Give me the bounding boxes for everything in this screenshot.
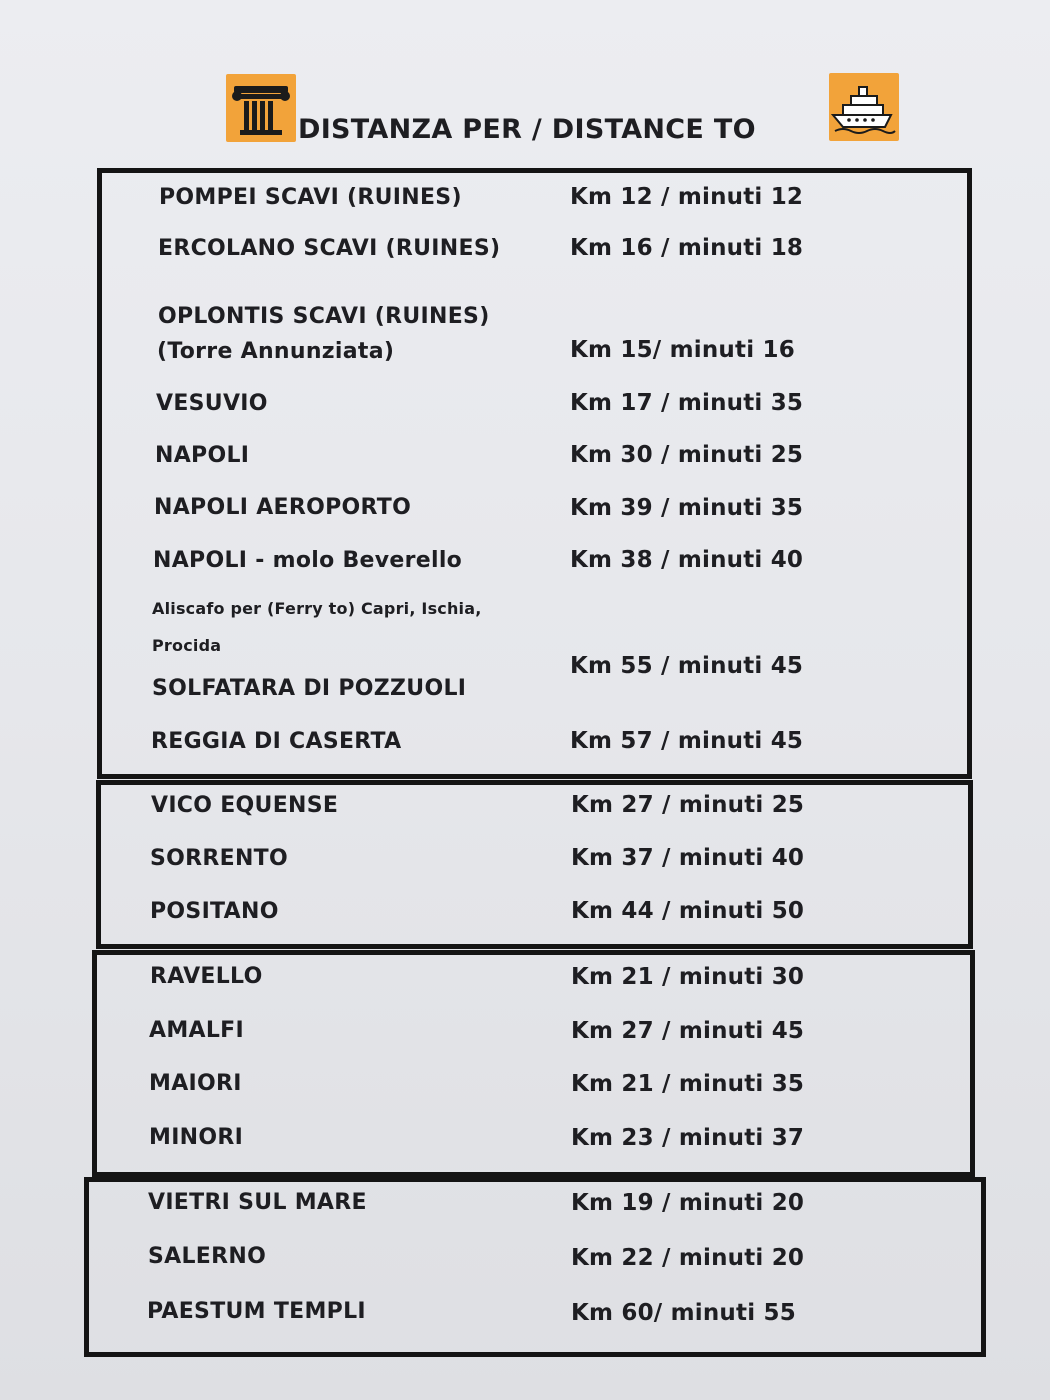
distance-value: Km 22 / minuti 20 xyxy=(571,1245,805,1271)
distance-value: Km 30 / minuti 25 xyxy=(570,442,804,468)
destination-label: VICO EQUENSE xyxy=(151,793,339,818)
destination-label: POMPEI SCAVI (RUINES) xyxy=(159,185,462,210)
destination-label: NAPOLI AEROPORTO xyxy=(154,495,412,520)
column-icon xyxy=(226,74,296,142)
destination-label: NAPOLI - molo Beverello xyxy=(153,548,463,573)
destination-label: POSITANO xyxy=(150,899,279,924)
distance-value: Km 39 / minuti 35 xyxy=(570,495,804,521)
distance-value: Km 21 / minuti 30 xyxy=(571,964,805,990)
destination-sublabel: (Torre Annunziata) xyxy=(157,339,395,364)
destination-label: RAVELLO xyxy=(150,964,263,989)
destination-label: OPLONTIS SCAVI (RUINES) xyxy=(158,304,490,329)
distance-value: Km 55 / minuti 45 xyxy=(570,653,804,679)
destination-label: PAESTUM TEMPLI xyxy=(147,1299,366,1324)
ferry-note-line2: Procida xyxy=(152,636,222,655)
destination-label: VESUVIO xyxy=(156,391,268,416)
destination-label: REGGIA DI CASERTA xyxy=(151,729,402,754)
destination-label: MINORI xyxy=(149,1125,244,1150)
destination-label: ERCOLANO SCAVI (RUINES) xyxy=(158,236,501,261)
distance-value: Km 37 / minuti 40 xyxy=(571,845,805,871)
destination-label: SORRENTO xyxy=(150,846,288,871)
distance-value: Km 19 / minuti 20 xyxy=(571,1190,805,1216)
header xyxy=(0,0,1050,160)
destination-label: MAIORI xyxy=(149,1071,242,1096)
ferry-icon xyxy=(829,73,899,141)
distance-value: Km 16 / minuti 18 xyxy=(570,235,804,261)
distance-value: Km 38 / minuti 40 xyxy=(570,547,804,573)
ferry-note: Aliscafo per (Ferry to) Capri, Ischia, xyxy=(152,599,482,618)
destination-label: NAPOLI xyxy=(155,443,250,468)
destination-label: AMALFI xyxy=(149,1018,244,1043)
page-title: DISTANZA PER / DISTANCE TO xyxy=(298,114,756,145)
distance-value: Km 60/ minuti 55 xyxy=(571,1300,796,1326)
distance-value: Km 21 / minuti 35 xyxy=(571,1071,805,1097)
distance-value: Km 17 / minuti 35 xyxy=(570,390,804,416)
destination-label: SOLFATARA DI POZZUOLI xyxy=(152,676,467,701)
distance-value: Km 12 / minuti 12 xyxy=(570,184,804,210)
distance-value: Km 27 / minuti 45 xyxy=(571,1018,805,1044)
distance-value: Km 57 / minuti 45 xyxy=(570,728,804,754)
destination-label: SALERNO xyxy=(148,1244,267,1269)
distance-value: Km 27 / minuti 25 xyxy=(571,792,805,818)
distance-value: Km 23 / minuti 37 xyxy=(571,1125,805,1151)
destination-label: VIETRI SUL MARE xyxy=(148,1190,367,1215)
distance-value: Km 15/ minuti 16 xyxy=(570,337,795,363)
distance-value: Km 44 / minuti 50 xyxy=(571,898,805,924)
